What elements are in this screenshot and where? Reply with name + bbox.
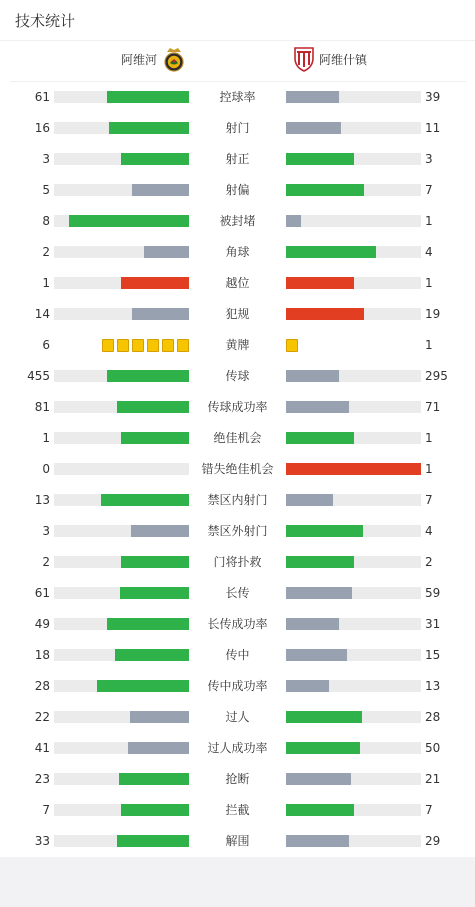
away-bar-track	[286, 153, 421, 165]
stat-label: 错失绝佳机会	[201, 462, 274, 476]
home-bar-fill	[131, 525, 189, 537]
stat-label: 传中成功率	[207, 679, 268, 693]
away-bar-fill	[286, 277, 354, 289]
home-value: 61	[34, 90, 50, 104]
home-bar-fill	[121, 556, 189, 568]
home-bar-track	[54, 463, 189, 475]
away-bar-fill	[286, 556, 354, 568]
away-bar-fill	[286, 308, 364, 320]
away-value: 59	[425, 586, 441, 600]
stat-label: 射门	[225, 121, 250, 135]
home-value: 5	[42, 183, 50, 197]
home-value: 6	[42, 338, 50, 352]
away-value: 50	[425, 741, 441, 755]
home-value: 3	[42, 524, 50, 538]
stat-row	[0, 113, 475, 144]
home-value: 13	[34, 493, 50, 507]
away-bar-track	[286, 525, 421, 537]
home-value: 81	[34, 400, 50, 414]
away-bar-fill	[286, 494, 333, 506]
home-bar-track	[54, 277, 189, 289]
away-value: 7	[425, 493, 433, 507]
home-bar-fill	[120, 587, 189, 599]
stat-row	[0, 330, 475, 361]
yellow-card-icon	[162, 339, 174, 352]
stat-row	[0, 671, 475, 702]
stat-row	[0, 299, 475, 330]
yellow-card-icon	[132, 339, 144, 352]
stat-row	[0, 361, 475, 392]
stat-label: 角球	[225, 245, 250, 259]
home-bar-track	[54, 587, 189, 599]
stat-label: 黄牌	[225, 338, 250, 352]
stat-row	[0, 826, 475, 857]
away-value: 4	[425, 245, 433, 259]
away-value: 1	[425, 276, 433, 290]
home-bar-fill	[107, 91, 189, 103]
away-bar-fill	[286, 804, 354, 816]
home-bar-track	[54, 401, 189, 413]
stat-row	[0, 206, 475, 237]
home-value: 2	[42, 245, 50, 259]
away-bar-fill	[286, 153, 354, 165]
stat-label: 犯规	[225, 307, 250, 321]
away-bar-track	[286, 587, 421, 599]
home-bar-track	[54, 525, 189, 537]
away-value: 4	[425, 524, 433, 538]
stats-list	[0, 82, 475, 857]
away-value: 21	[425, 772, 441, 786]
stat-label: 传中	[225, 648, 250, 662]
stat-row	[0, 795, 475, 826]
away-bar-fill	[286, 835, 349, 847]
home-team-crest-icon	[163, 46, 185, 72]
stat-label: 传球	[225, 369, 250, 383]
home-bar-fill	[97, 680, 189, 692]
away-bar-fill	[286, 773, 351, 785]
home-bar-track	[54, 804, 189, 816]
home-bar-track	[54, 122, 189, 134]
home-value: 455	[27, 369, 50, 383]
stat-row	[0, 392, 475, 423]
stat-label: 控球率	[219, 90, 256, 104]
home-bar-fill	[107, 370, 189, 382]
away-bar-track	[286, 835, 421, 847]
home-bar-fill	[121, 432, 189, 444]
home-value: 41	[34, 741, 50, 755]
away-value: 7	[425, 803, 433, 817]
home-value: 22	[34, 710, 50, 724]
home-team[interactable]	[121, 46, 185, 72]
home-bar-track	[54, 153, 189, 165]
away-bar-track	[286, 556, 421, 568]
stat-row	[0, 237, 475, 268]
home-bar-fill	[128, 742, 189, 754]
away-bar-fill	[286, 401, 349, 413]
home-value: 33	[34, 834, 50, 848]
away-bar-fill	[286, 91, 339, 103]
home-bar-fill	[121, 153, 189, 165]
stat-label: 被封堵	[219, 214, 256, 228]
away-value: 3	[425, 152, 433, 166]
away-bar-fill	[286, 246, 376, 258]
home-bar-track	[54, 680, 189, 692]
stat-label: 射偏	[225, 183, 250, 197]
home-value: 16	[34, 121, 50, 135]
home-value: 14	[34, 307, 50, 321]
home-bar-fill	[121, 277, 189, 289]
stat-row	[0, 764, 475, 795]
away-bar-track	[286, 649, 421, 661]
home-bar-track	[54, 246, 189, 258]
home-bar-track	[54, 618, 189, 630]
away-bar-track	[286, 370, 421, 382]
away-bar-track	[286, 246, 421, 258]
home-team-name: 阿维河	[120, 52, 157, 67]
home-bar-fill	[107, 618, 189, 630]
stat-row	[0, 454, 475, 485]
away-yellow-cards	[286, 339, 298, 352]
stat-label: 越位	[225, 276, 250, 290]
away-bar-fill	[286, 370, 339, 382]
away-bar-track	[286, 401, 421, 413]
away-value: 295	[425, 369, 448, 383]
stat-row	[0, 268, 475, 299]
home-bar-track	[54, 308, 189, 320]
home-value: 1	[42, 276, 50, 290]
stat-label: 抢断	[225, 772, 250, 786]
stat-row	[0, 578, 475, 609]
away-bar-track	[286, 184, 421, 196]
away-bar-track	[286, 215, 421, 227]
stat-row	[0, 640, 475, 671]
yellow-card-icon	[177, 339, 189, 352]
home-bar-track	[54, 742, 189, 754]
home-bar-fill	[144, 246, 189, 258]
away-bar-fill	[286, 742, 360, 754]
away-value: 2	[425, 555, 433, 569]
stat-label: 解围	[225, 834, 250, 848]
yellow-card-icon	[286, 339, 298, 352]
home-bar-track	[54, 370, 189, 382]
away-bar-fill	[286, 184, 364, 196]
team-header	[0, 46, 475, 76]
away-team-crest-icon	[293, 46, 315, 72]
stat-row	[0, 702, 475, 733]
away-value: 15	[425, 648, 441, 662]
stat-row	[0, 516, 475, 547]
away-value: 1	[425, 214, 433, 228]
away-bar-track	[286, 618, 421, 630]
home-bar-fill	[117, 835, 189, 847]
home-value: 0	[42, 462, 50, 476]
home-bar-track	[54, 649, 189, 661]
home-value: 18	[34, 648, 50, 662]
stat-row	[0, 733, 475, 764]
home-value: 2	[42, 555, 50, 569]
stat-label: 长传	[225, 586, 250, 600]
home-bar-track	[54, 494, 189, 506]
home-value: 61	[34, 586, 50, 600]
home-bar-track	[54, 91, 189, 103]
away-value: 7	[425, 183, 433, 197]
away-bar-fill	[286, 525, 363, 537]
home-value: 28	[34, 679, 50, 693]
away-bar-track	[286, 122, 421, 134]
stat-row	[0, 144, 475, 175]
home-bar-fill	[132, 184, 189, 196]
home-bar-fill	[117, 401, 189, 413]
stat-label: 绝佳机会	[213, 431, 262, 445]
away-value: 13	[425, 679, 441, 693]
home-bar-track	[54, 835, 189, 847]
away-bar-track	[286, 494, 421, 506]
away-value: 1	[425, 338, 433, 352]
away-bar-track	[286, 773, 421, 785]
away-bar-track	[286, 711, 421, 723]
stat-row	[0, 423, 475, 454]
home-bar-track	[54, 773, 189, 785]
away-value: 71	[425, 400, 441, 414]
home-value: 49	[34, 617, 50, 631]
away-value: 31	[425, 617, 441, 631]
home-value: 1	[42, 431, 50, 445]
away-bar-fill	[286, 122, 341, 134]
stat-row	[0, 82, 475, 113]
stat-label: 传球成功率	[207, 400, 268, 414]
divider	[0, 40, 475, 41]
away-bar-fill	[286, 587, 352, 599]
home-bar-track	[54, 215, 189, 227]
stat-label: 长传成功率	[207, 617, 268, 631]
home-value: 3	[42, 152, 50, 166]
stat-label: 拦截	[225, 803, 250, 817]
away-bar-track	[286, 277, 421, 289]
stat-row	[0, 485, 475, 516]
stat-label: 禁区外射门	[207, 524, 268, 538]
away-value: 1	[425, 431, 433, 445]
stat-label: 射正	[225, 152, 250, 166]
away-bar-track	[286, 308, 421, 320]
yellow-card-icon	[147, 339, 159, 352]
away-team-name: 阿维什镇	[319, 52, 368, 67]
home-bar-fill	[121, 804, 189, 816]
away-bar-fill	[286, 618, 339, 630]
away-value: 19	[425, 307, 441, 321]
home-value: 7	[42, 803, 50, 817]
stat-row	[0, 175, 475, 206]
away-value: 11	[425, 121, 441, 135]
stat-row	[0, 609, 475, 640]
home-bar-fill	[101, 494, 189, 506]
stat-label: 禁区内射门	[207, 493, 268, 507]
home-bar-fill	[130, 711, 189, 723]
away-bar-fill	[286, 711, 362, 723]
stat-label: 过人	[225, 710, 250, 724]
away-bar-fill	[286, 432, 354, 444]
home-bar-track	[54, 184, 189, 196]
away-bar-track	[286, 463, 421, 475]
away-bar-fill	[286, 215, 301, 227]
away-bar-track	[286, 91, 421, 103]
away-value: 28	[425, 710, 441, 724]
home-bar-track	[54, 556, 189, 568]
home-bar-fill	[119, 773, 189, 785]
away-bar-track	[286, 742, 421, 754]
yellow-card-icon	[102, 339, 114, 352]
away-bar-track	[286, 804, 421, 816]
yellow-card-icon	[117, 339, 129, 352]
away-bar-fill	[286, 463, 421, 475]
stat-label: 门将扑救	[213, 555, 262, 569]
home-bar-fill	[115, 649, 189, 661]
home-bar-track	[54, 711, 189, 723]
stat-row	[0, 547, 475, 578]
page-title: 技术统计	[15, 12, 76, 30]
home-value: 8	[42, 214, 50, 228]
away-value: 1	[425, 462, 433, 476]
home-yellow-cards	[102, 339, 189, 352]
home-value: 23	[34, 772, 50, 786]
away-team[interactable]	[293, 46, 367, 72]
home-bar-fill	[132, 308, 189, 320]
away-bar-track	[286, 432, 421, 444]
home-bar-track	[54, 432, 189, 444]
away-bar-track	[286, 680, 421, 692]
away-value: 29	[425, 834, 441, 848]
away-value: 39	[425, 90, 441, 104]
stat-label: 过人成功率	[207, 741, 268, 755]
home-bar-fill	[109, 122, 189, 134]
home-bar-fill	[69, 215, 189, 227]
away-bar-fill	[286, 680, 329, 692]
away-bar-fill	[286, 649, 347, 661]
